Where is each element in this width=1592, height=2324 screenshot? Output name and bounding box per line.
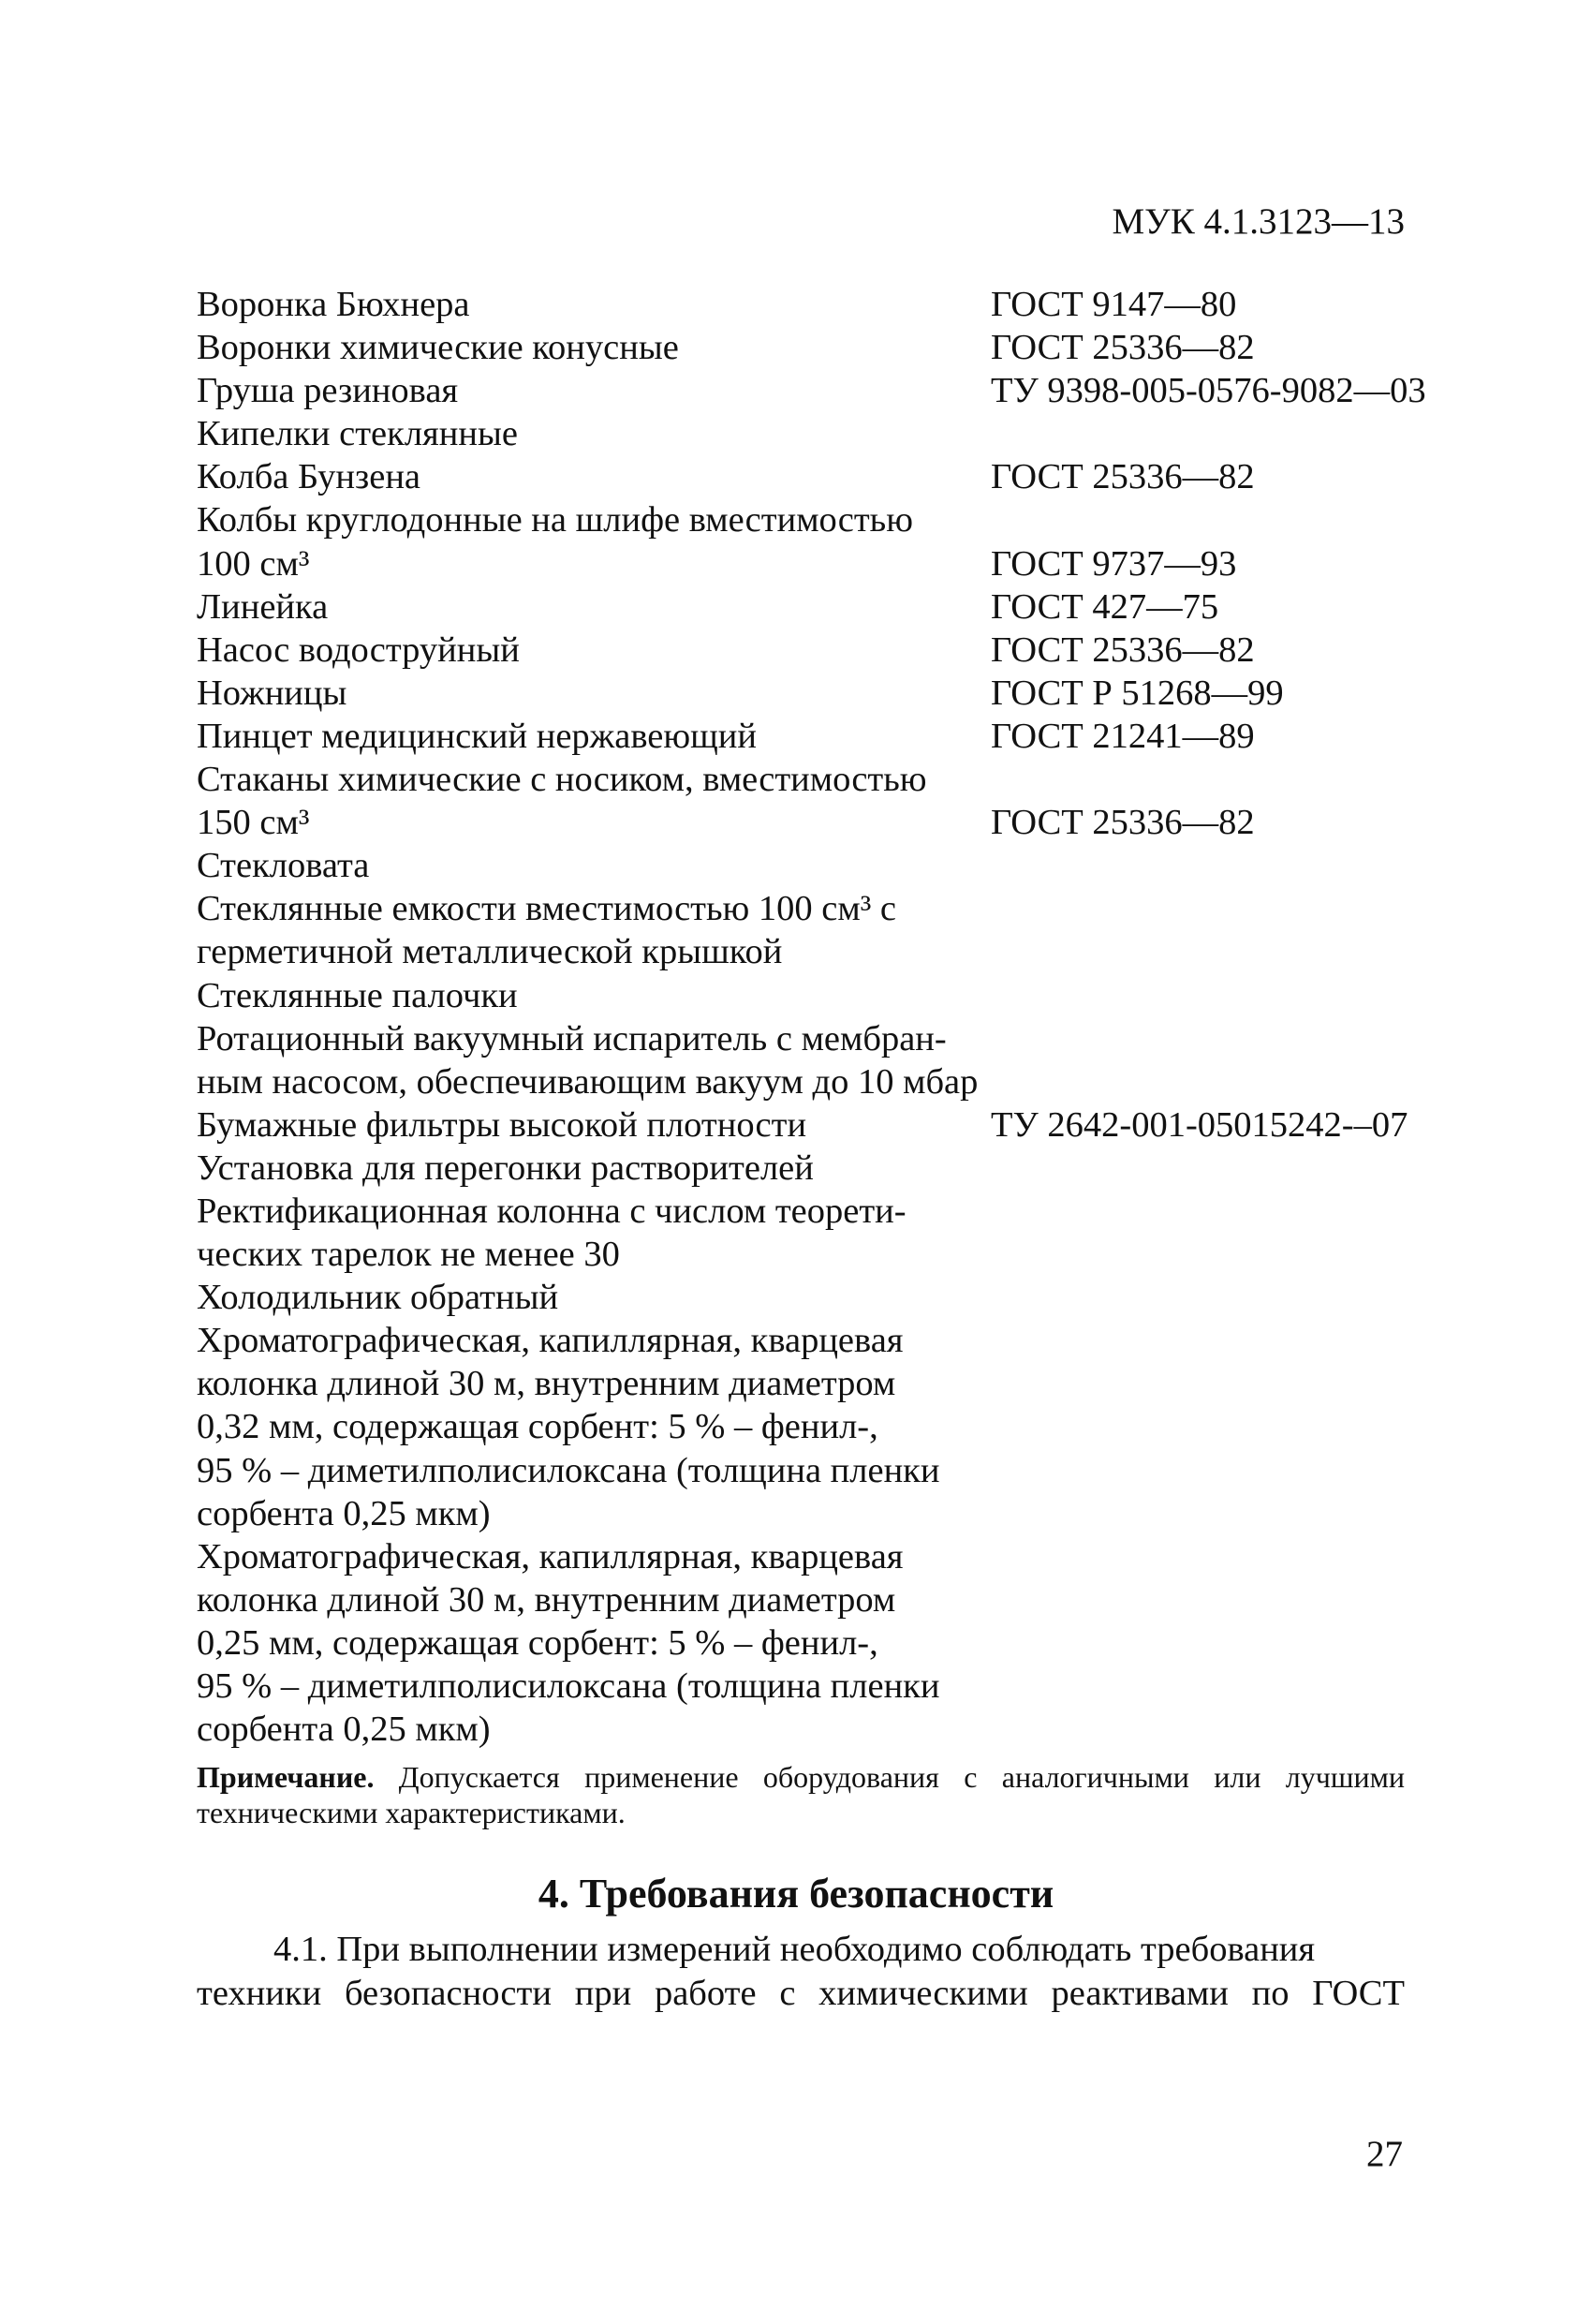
- equipment-row: [197, 1233, 1433, 1276]
- equipment-name: Насос водоструйный: [197, 629, 520, 670]
- equipment-row: [197, 1190, 1433, 1233]
- note-label: Примечание.: [197, 1760, 375, 1794]
- equipment-name: Колбы круглодонные на шлифе вместимостью: [197, 500, 913, 540]
- equipment-name: Холодильник обратный: [197, 1278, 559, 1318]
- equipment-row: [197, 1535, 1433, 1578]
- equipment-row: [197, 1362, 1433, 1405]
- equipment-name: Установка для перегонки растворителей: [197, 1147, 814, 1188]
- equipment-name: колонка длиной 30 м, внутренним диаметром: [197, 1364, 896, 1404]
- equipment-name: колонка длиной 30 м, внутренним диаметром: [197, 1579, 896, 1620]
- page-header: МУК 4.1.3123—13: [1112, 201, 1405, 242]
- equipment-name: Кипелки стеклянные: [197, 414, 518, 454]
- equipment-standard: ГОСТ 9737—93: [991, 543, 1237, 584]
- equipment-name: Груша резиновая: [197, 371, 459, 411]
- equipment-standard: ГОСТ 25336—82: [991, 803, 1255, 843]
- equipment-standard: ГОСТ 21241—89: [991, 716, 1255, 756]
- equipment-row: [197, 1708, 1433, 1751]
- equipment-name: 150 см³: [197, 803, 310, 843]
- equipment-name: Стеклянные палочки: [197, 975, 518, 1015]
- equipment-row: [197, 1578, 1433, 1621]
- equipment-name: сорбента 0,25 мкм): [197, 1493, 491, 1533]
- equipment-name: Ротационный вакуумный испаритель с мембран-: [197, 1018, 947, 1058]
- equipment-standard: ГОСТ 25336—82: [991, 328, 1255, 368]
- equipment-name: герметичной металлической крышкой: [197, 932, 783, 972]
- equipment-name: Ректификационная колонна с числом теорети-: [197, 1191, 907, 1231]
- equipment-row: [197, 1276, 1433, 1319]
- equipment-row: [197, 1665, 1433, 1708]
- equipment-row: [197, 498, 1433, 541]
- equipment-row: [197, 801, 1433, 844]
- equipment-row: [197, 1405, 1433, 1448]
- equipment-name: Колба Бунзена: [197, 457, 421, 497]
- equipment-standard: ГОСТ 427—75: [991, 586, 1219, 627]
- equipment-name: ным насосом, обеспечивающим вакуум до 10 мбар: [197, 1061, 979, 1102]
- equipment-name: Хроматографическая, капиллярная, кварцевая: [197, 1321, 904, 1361]
- equipment-name: Стеклянные емкости вместимостью 100 см³ с: [197, 889, 897, 929]
- equipment-standard: ГОСТ 9147—80: [991, 285, 1237, 324]
- equipment-row: [197, 715, 1433, 758]
- equipment-row: [197, 1060, 1433, 1103]
- equipment-row: [197, 1017, 1433, 1060]
- equipment-row: [197, 974, 1433, 1017]
- equipment-name: Воронки химические конусные: [197, 328, 679, 368]
- equipment-row: [197, 369, 1433, 412]
- equipment-standard: ГОСТ 25336—82: [991, 629, 1255, 670]
- equipment-standard: ГОСТ 25336—82: [991, 457, 1255, 497]
- equipment-name: Стекловата: [197, 846, 370, 886]
- equipment-name: Линейка: [197, 586, 329, 627]
- equipment-row: [197, 542, 1433, 585]
- section-title: 4. Требования безопасности: [538, 1871, 1054, 1917]
- equipment-row: [197, 758, 1433, 801]
- equipment-standard: ГОСТ Р 51268—99: [991, 673, 1284, 713]
- equipment-row: [197, 1492, 1433, 1535]
- paragraph-line-1: 4.1. При выполнении измерений необходимо соблюдать требования: [273, 1930, 1316, 1969]
- equipment-row: [197, 585, 1433, 629]
- equipment-row: [197, 1319, 1433, 1362]
- equipment-row: [197, 844, 1433, 887]
- equipment-standard: ТУ 2642-001-05015242-–07: [991, 1104, 1408, 1145]
- equipment-name: 95 % – диметилполисилоксана (толщина пленки: [197, 1450, 940, 1490]
- equipment-list: [197, 283, 1433, 1751]
- equipment-row: [197, 1621, 1433, 1665]
- section-paragraph: [197, 1928, 1405, 2016]
- equipment-row: [197, 629, 1433, 672]
- equipment-name: Воронка Бюхнера: [197, 285, 470, 324]
- equipment-name: 95 % – диметилполисилоксана (толщина пленки: [197, 1666, 940, 1706]
- equipment-row: [197, 455, 1433, 498]
- equipment-name: Стаканы химические с носиком, вместимостью: [197, 760, 927, 800]
- equipment-name: сорбента 0,25 мкм): [197, 1710, 491, 1750]
- equipment-row: [197, 1103, 1433, 1147]
- equipment-name: 100 см³: [197, 543, 310, 584]
- equipment-row: [197, 283, 1433, 326]
- equipment-name: ческих тарелок не менее 30: [197, 1235, 620, 1275]
- equipment-name: Ножницы: [197, 673, 347, 713]
- equipment-row: [197, 672, 1433, 715]
- equipment-row: [197, 930, 1433, 973]
- equipment-name: 0,32 мм, содержащая сорбент: 5 % – фенил-,: [197, 1407, 878, 1447]
- page-number: 27: [1366, 2134, 1403, 2174]
- equipment-name: Бумажные фильтры высокой плотности: [197, 1104, 807, 1145]
- note-text: Допускается применение оборудования с аналогичными или лучшими техническими характеристиками.: [197, 1760, 1405, 1829]
- equipment-name: Хроматографическая, капиллярная, кварцевая: [197, 1536, 904, 1576]
- equipment-standard: ТУ 9398-005-0576-9082—03: [991, 371, 1426, 411]
- equipment-name: 0,25 мм, содержащая сорбент: 5 % – фенил-,: [197, 1622, 878, 1663]
- equipment-name: Пинцет медицинский нержавеющий: [197, 716, 758, 756]
- equipment-row: [197, 1449, 1433, 1492]
- paragraph-line-2: техники безопасности при работе с химическими реактивами по ГОСТ: [197, 1974, 1405, 2013]
- equipment-row: [197, 412, 1433, 455]
- equipment-row: [197, 326, 1433, 369]
- equipment-row: [197, 887, 1433, 930]
- note: [197, 1759, 1405, 1830]
- equipment-row: [197, 1147, 1433, 1190]
